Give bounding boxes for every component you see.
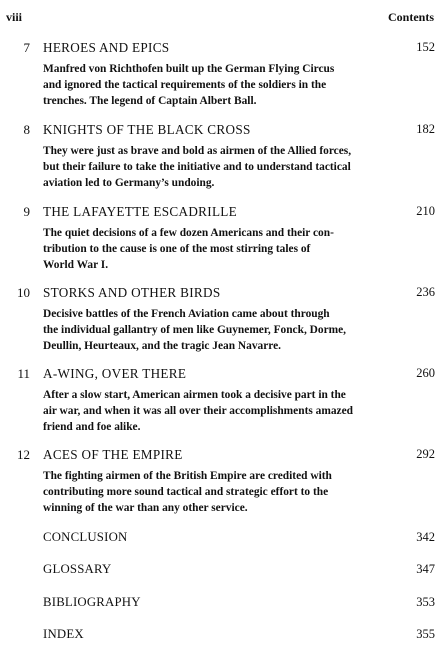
description-line: The quiet decisions of a few dozen Americans and their con- [43,227,334,239]
back-matter-title: BIBLIOGRAPHY [43,595,141,609]
chapter-description [43,143,391,191]
chapter-number: 10 [17,285,30,300]
description-line: and ignored the tactical requirements of the soldiers in the [43,79,327,91]
description-line: friend and foe alike. [43,421,141,433]
back-matter-glossary [0,562,445,580]
description-line: Manfred von Richthofen built up the German Flying Circus [43,63,335,75]
running-header [6,10,434,26]
back-matter-conclusion [0,530,445,548]
chapter-description [43,61,391,109]
chapter-title: STORKS AND OTHER BIRDS [43,285,221,300]
chapter-title: A-WING, OVER THERE [43,366,187,381]
description-line: Decisive battles of the French Aviation came about through [43,308,330,320]
description-line: but their failure to take the initiative and to understand tactical [43,161,351,173]
back-matter-page: 355 [416,627,435,641]
back-matter-index [0,627,445,645]
description-line: trenches. The legend of Captain Albert Ball. [43,95,257,107]
description-line: winning of the war than any other service. [43,502,248,514]
chapter-title: HEROES AND EPICS [43,40,170,55]
back-matter-title: CONCLUSION [43,530,128,544]
description-line: After a slow start, American airmen took a decisive part in the [43,389,346,401]
chapter-description [43,306,391,354]
description-line: World War I. [43,259,109,271]
description-line: air war, and when it was all over their accomplishments amazed [43,405,353,417]
back-matter-title: INDEX [43,627,84,641]
chapter-page: 182 [416,122,435,136]
chapter-number: 9 [23,204,30,219]
chapter-title: KNIGHTS OF THE BLACK CROSS [43,122,251,137]
chapter-page: 236 [416,285,435,299]
back-matter-page: 347 [416,562,435,576]
chapter-page: 210 [416,204,435,218]
chapter-title: ACES OF THE EMPIRE [43,447,183,462]
chapter-page: 152 [416,40,435,54]
back-matter-page: 342 [416,530,435,544]
description-line: the individual gallantry of men like Guynemer, Fonck, Dorme, [43,324,347,336]
chapter-description [43,468,391,516]
description-line: aviation led to Germany’s undoing. [43,177,215,189]
chapter-title: THE LAFAYETTE ESCADRILLE [43,204,238,219]
chapter-number: 11 [17,366,30,381]
back-matter-page: 353 [416,595,435,609]
description-line: contributing more sound tactical and strategic effort to the [43,486,329,498]
chapter-description [43,387,391,435]
chapter-number: 8 [23,122,30,137]
chapter-page: 260 [416,366,435,380]
description-line: tribution to the cause is one of the most stirring tales of [43,243,311,255]
description-line: They were just as brave and bold as airmen of the Allied forces, [43,145,352,157]
chapter-page: 292 [416,447,435,461]
running-title: Contents [387,10,434,24]
back-matter-title: GLOSSARY [43,562,112,576]
chapter-number: 7 [23,40,30,55]
page-number: viii [6,10,23,24]
chapter-number: 12 [17,447,30,462]
description-line: Deullin, Heurteaux, and the tragic Jean Navarre. [43,340,282,352]
description-line: The fighting airmen of the British Empire are credited with [43,470,332,482]
chapter-description [43,225,391,273]
back-matter-bibliography [0,595,445,613]
